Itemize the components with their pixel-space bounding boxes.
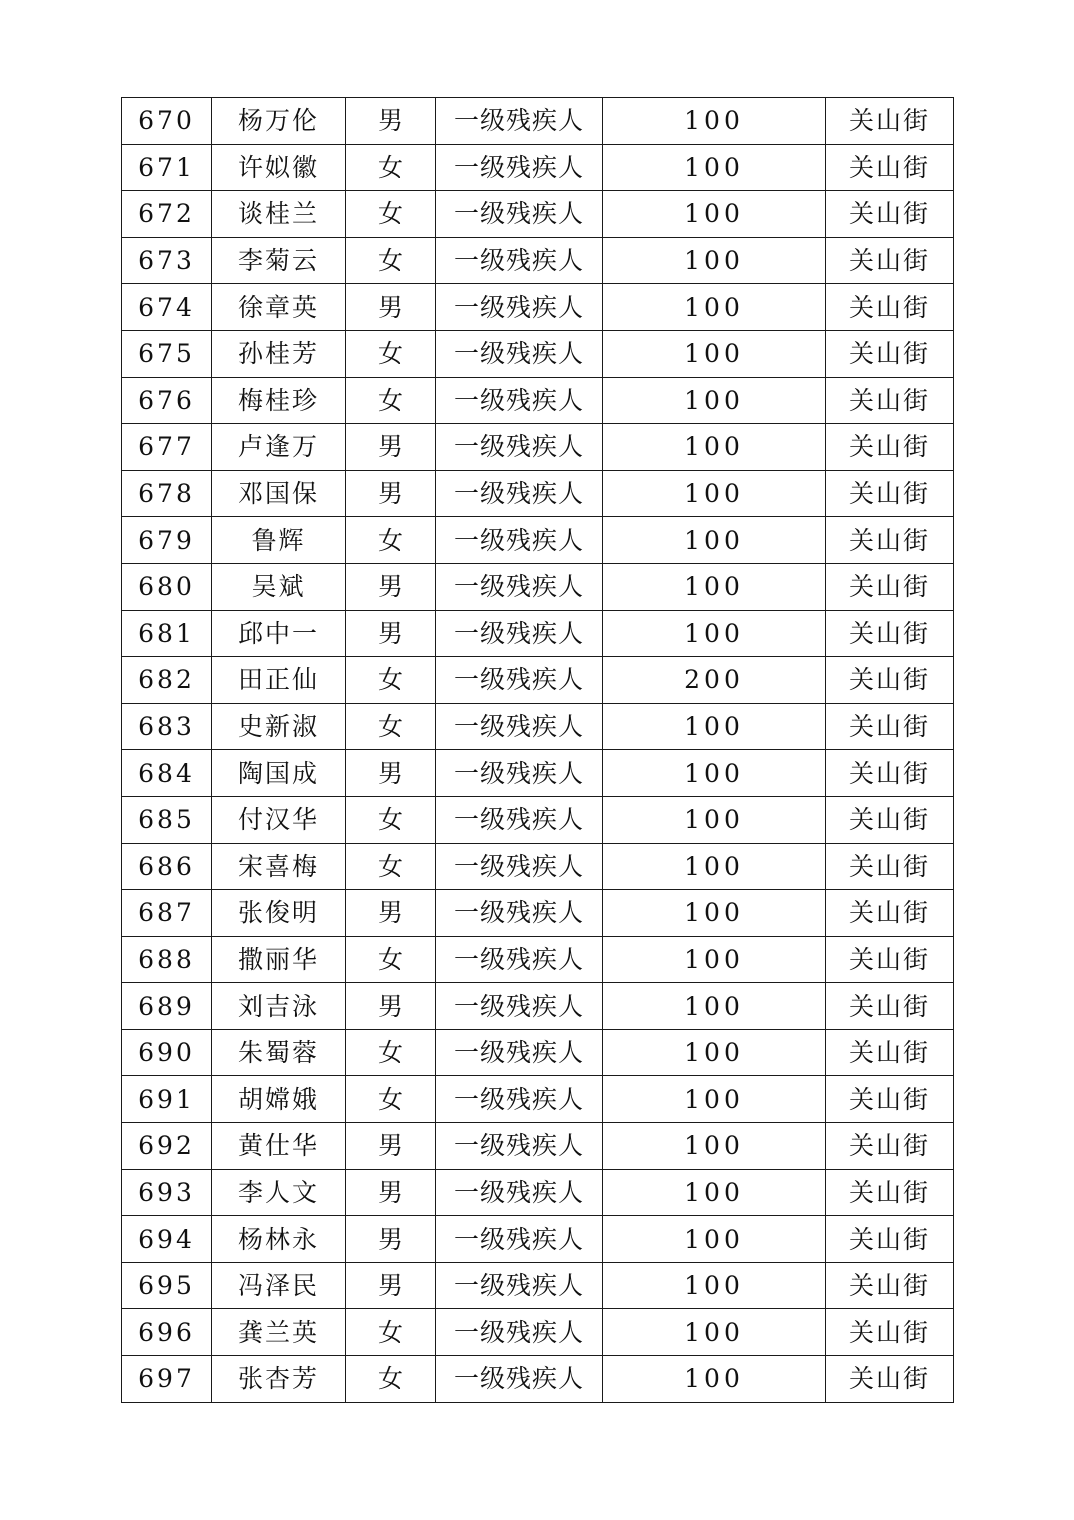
- cell-gender: 男: [346, 424, 436, 471]
- table-row: [122, 1262, 954, 1309]
- cell-amount: 100: [603, 98, 826, 145]
- cell-category: 一级残疾人: [436, 1029, 603, 1076]
- table-row: [122, 517, 954, 564]
- cell-serial-number: 673: [122, 237, 212, 284]
- cell-name: 卢逢万: [212, 424, 346, 471]
- table-row: [122, 1356, 954, 1403]
- cell-street: 关山街: [826, 424, 954, 471]
- cell-serial-number: 678: [122, 470, 212, 517]
- cell-amount: 100: [603, 703, 826, 750]
- cell-serial-number: 689: [122, 983, 212, 1030]
- cell-street: 关山街: [826, 703, 954, 750]
- cell-category: 一级残疾人: [436, 657, 603, 704]
- cell-name: 龚兰英: [212, 1309, 346, 1356]
- cell-gender: 男: [346, 470, 436, 517]
- cell-gender: 女: [346, 191, 436, 238]
- cell-category: 一级残疾人: [436, 330, 603, 377]
- cell-street: 关山街: [826, 1216, 954, 1263]
- cell-category: 一级残疾人: [436, 563, 603, 610]
- cell-name: 鲁辉: [212, 517, 346, 564]
- cell-amount: 100: [603, 983, 826, 1030]
- cell-street: 关山街: [826, 983, 954, 1030]
- cell-name: 撒丽华: [212, 936, 346, 983]
- cell-category: 一级残疾人: [436, 191, 603, 238]
- table-row: [122, 983, 954, 1030]
- cell-category: 一级残疾人: [436, 1356, 603, 1403]
- cell-category: 一级残疾人: [436, 144, 603, 191]
- cell-amount: 100: [603, 750, 826, 797]
- cell-amount: 100: [603, 796, 826, 843]
- cell-amount: 100: [603, 610, 826, 657]
- cell-name: 梅桂珍: [212, 377, 346, 424]
- cell-amount: 100: [603, 1029, 826, 1076]
- cell-street: 关山街: [826, 1356, 954, 1403]
- cell-name: 李人文: [212, 1169, 346, 1216]
- cell-amount: 100: [603, 1169, 826, 1216]
- cell-serial-number: 695: [122, 1262, 212, 1309]
- cell-category: 一级残疾人: [436, 1309, 603, 1356]
- cell-serial-number: 680: [122, 563, 212, 610]
- cell-gender: 男: [346, 1169, 436, 1216]
- cell-gender: 女: [346, 936, 436, 983]
- cell-serial-number: 681: [122, 610, 212, 657]
- cell-name: 谈桂兰: [212, 191, 346, 238]
- cell-gender: 男: [346, 1262, 436, 1309]
- cell-serial-number: 674: [122, 284, 212, 331]
- cell-category: 一级残疾人: [436, 1169, 603, 1216]
- cell-street: 关山街: [826, 237, 954, 284]
- cell-category: 一级残疾人: [436, 983, 603, 1030]
- cell-category: 一级残疾人: [436, 1076, 603, 1123]
- cell-serial-number: 672: [122, 191, 212, 238]
- cell-street: 关山街: [826, 330, 954, 377]
- cell-street: 关山街: [826, 1123, 954, 1170]
- table-row: [122, 191, 954, 238]
- cell-name: 邱中一: [212, 610, 346, 657]
- cell-serial-number: 670: [122, 98, 212, 145]
- cell-amount: 100: [603, 843, 826, 890]
- table-row: [122, 843, 954, 890]
- cell-gender: 女: [346, 144, 436, 191]
- cell-serial-number: 679: [122, 517, 212, 564]
- cell-amount: 100: [603, 330, 826, 377]
- table-row: [122, 470, 954, 517]
- cell-street: 关山街: [826, 98, 954, 145]
- cell-category: 一级残疾人: [436, 796, 603, 843]
- cell-category: 一级残疾人: [436, 1216, 603, 1263]
- cell-gender: 女: [346, 843, 436, 890]
- cell-street: 关山街: [826, 1169, 954, 1216]
- table-row: [122, 703, 954, 750]
- cell-serial-number: 691: [122, 1076, 212, 1123]
- cell-serial-number: 690: [122, 1029, 212, 1076]
- cell-serial-number: 675: [122, 330, 212, 377]
- cell-category: 一级残疾人: [436, 98, 603, 145]
- cell-category: 一级残疾人: [436, 1123, 603, 1170]
- cell-category: 一级残疾人: [436, 843, 603, 890]
- cell-amount: 100: [603, 237, 826, 284]
- cell-serial-number: 696: [122, 1309, 212, 1356]
- cell-serial-number: 676: [122, 377, 212, 424]
- cell-gender: 男: [346, 1216, 436, 1263]
- cell-category: 一级残疾人: [436, 936, 603, 983]
- table-row: [122, 1169, 954, 1216]
- table-row: [122, 237, 954, 284]
- cell-street: 关山街: [826, 843, 954, 890]
- cell-street: 关山街: [826, 796, 954, 843]
- cell-gender: 男: [346, 610, 436, 657]
- cell-serial-number: 697: [122, 1356, 212, 1403]
- table-row: [122, 1216, 954, 1263]
- cell-serial-number: 682: [122, 657, 212, 704]
- cell-street: 关山街: [826, 144, 954, 191]
- table-row: [122, 610, 954, 657]
- table-row: [122, 750, 954, 797]
- table-row: [122, 657, 954, 704]
- cell-amount: 100: [603, 890, 826, 937]
- cell-gender: 男: [346, 563, 436, 610]
- table-row: [122, 1123, 954, 1170]
- cell-street: 关山街: [826, 284, 954, 331]
- table-row: [122, 936, 954, 983]
- cell-serial-number: 677: [122, 424, 212, 471]
- cell-category: 一级残疾人: [436, 890, 603, 937]
- cell-street: 关山街: [826, 517, 954, 564]
- cell-name: 陶国成: [212, 750, 346, 797]
- cell-gender: 女: [346, 1076, 436, 1123]
- cell-category: 一级残疾人: [436, 610, 603, 657]
- cell-amount: 100: [603, 1309, 826, 1356]
- cell-gender: 女: [346, 657, 436, 704]
- table-row: [122, 1309, 954, 1356]
- cell-street: 关山街: [826, 657, 954, 704]
- cell-name: 张俊明: [212, 890, 346, 937]
- cell-amount: 100: [603, 284, 826, 331]
- cell-name: 吴斌: [212, 563, 346, 610]
- table-row: [122, 1029, 954, 1076]
- cell-name: 徐章英: [212, 284, 346, 331]
- cell-name: 宋喜梅: [212, 843, 346, 890]
- cell-amount: 100: [603, 191, 826, 238]
- cell-amount: 100: [603, 1123, 826, 1170]
- cell-name: 史新淑: [212, 703, 346, 750]
- cell-serial-number: 685: [122, 796, 212, 843]
- cell-amount: 100: [603, 563, 826, 610]
- cell-street: 关山街: [826, 1029, 954, 1076]
- cell-amount: 100: [603, 424, 826, 471]
- cell-serial-number: 684: [122, 750, 212, 797]
- cell-gender: 女: [346, 377, 436, 424]
- cell-category: 一级残疾人: [436, 237, 603, 284]
- cell-name: 李菊云: [212, 237, 346, 284]
- table-row: [122, 796, 954, 843]
- table-row: [122, 144, 954, 191]
- cell-name: 张杏芳: [212, 1356, 346, 1403]
- cell-amount: 100: [603, 1262, 826, 1309]
- cell-name: 杨林永: [212, 1216, 346, 1263]
- cell-serial-number: 671: [122, 144, 212, 191]
- cell-name: 黄仕华: [212, 1123, 346, 1170]
- cell-name: 邓国保: [212, 470, 346, 517]
- cell-amount: 100: [603, 1356, 826, 1403]
- table-row: [122, 563, 954, 610]
- cell-serial-number: 687: [122, 890, 212, 937]
- cell-gender: 女: [346, 796, 436, 843]
- table-row: [122, 377, 954, 424]
- cell-name: 冯泽民: [212, 1262, 346, 1309]
- cell-gender: 女: [346, 330, 436, 377]
- cell-category: 一级残疾人: [436, 703, 603, 750]
- cell-street: 关山街: [826, 1262, 954, 1309]
- cell-gender: 女: [346, 1356, 436, 1403]
- table-row: [122, 1076, 954, 1123]
- cell-category: 一级残疾人: [436, 517, 603, 564]
- table-row: [122, 98, 954, 145]
- cell-street: 关山街: [826, 750, 954, 797]
- disability-subsidy-table: [121, 97, 954, 1403]
- table-body: [122, 98, 954, 1403]
- cell-serial-number: 692: [122, 1123, 212, 1170]
- cell-category: 一级残疾人: [436, 284, 603, 331]
- cell-gender: 男: [346, 750, 436, 797]
- cell-gender: 女: [346, 1309, 436, 1356]
- cell-street: 关山街: [826, 890, 954, 937]
- cell-serial-number: 693: [122, 1169, 212, 1216]
- cell-street: 关山街: [826, 1076, 954, 1123]
- table-row: [122, 330, 954, 377]
- cell-category: 一级残疾人: [436, 377, 603, 424]
- cell-serial-number: 686: [122, 843, 212, 890]
- cell-gender: 女: [346, 517, 436, 564]
- cell-amount: 100: [603, 144, 826, 191]
- cell-amount: 100: [603, 936, 826, 983]
- cell-street: 关山街: [826, 1309, 954, 1356]
- cell-amount: 100: [603, 1076, 826, 1123]
- cell-name: 田正仙: [212, 657, 346, 704]
- cell-amount: 100: [603, 517, 826, 564]
- cell-street: 关山街: [826, 377, 954, 424]
- cell-street: 关山街: [826, 563, 954, 610]
- table-row: [122, 890, 954, 937]
- cell-name: 胡嫦娥: [212, 1076, 346, 1123]
- cell-amount: 100: [603, 470, 826, 517]
- cell-gender: 男: [346, 98, 436, 145]
- cell-name: 朱蜀蓉: [212, 1029, 346, 1076]
- cell-serial-number: 683: [122, 703, 212, 750]
- cell-gender: 男: [346, 284, 436, 331]
- cell-category: 一级残疾人: [436, 470, 603, 517]
- cell-name: 付汉华: [212, 796, 346, 843]
- cell-category: 一级残疾人: [436, 750, 603, 797]
- cell-gender: 男: [346, 890, 436, 937]
- cell-name: 孙桂芳: [212, 330, 346, 377]
- cell-serial-number: 694: [122, 1216, 212, 1263]
- cell-amount: 200: [603, 657, 826, 704]
- table-row: [122, 424, 954, 471]
- cell-gender: 男: [346, 983, 436, 1030]
- cell-gender: 女: [346, 237, 436, 284]
- cell-name: 刘吉泳: [212, 983, 346, 1030]
- table-row: [122, 284, 954, 331]
- cell-gender: 女: [346, 1029, 436, 1076]
- cell-serial-number: 688: [122, 936, 212, 983]
- cell-name: 许姒徽: [212, 144, 346, 191]
- cell-name: 杨万伦: [212, 98, 346, 145]
- cell-street: 关山街: [826, 936, 954, 983]
- cell-street: 关山街: [826, 191, 954, 238]
- cell-amount: 100: [603, 1216, 826, 1263]
- cell-category: 一级残疾人: [436, 1262, 603, 1309]
- cell-gender: 女: [346, 703, 436, 750]
- cell-street: 关山街: [826, 470, 954, 517]
- cell-gender: 男: [346, 1123, 436, 1170]
- cell-category: 一级残疾人: [436, 424, 603, 471]
- cell-amount: 100: [603, 377, 826, 424]
- cell-street: 关山街: [826, 610, 954, 657]
